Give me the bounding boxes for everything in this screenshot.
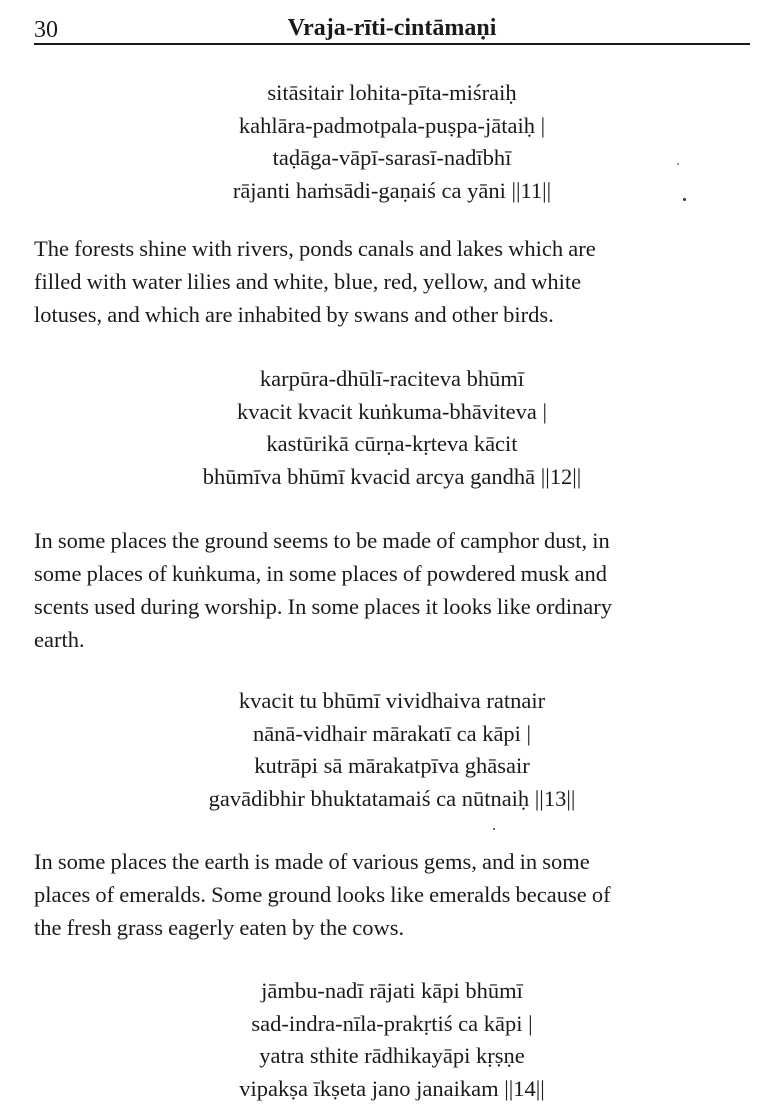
translation-11 xyxy=(34,232,750,331)
running-title: Vraja-rīti-cintāmaṇi xyxy=(287,15,497,41)
verse-line: kutrāpi sā mārakatpīva ghāsair xyxy=(254,753,530,778)
scan-speck xyxy=(677,163,679,165)
verse-14 xyxy=(34,975,750,1105)
scan-speck xyxy=(493,828,495,830)
verse-line: bhūmīva bhūmī kvacid arcya gandhā ||12|| xyxy=(202,463,582,489)
verse-line: sitāsitair lohita-pīta-miśraiḥ xyxy=(267,80,517,105)
translation-line: lotuses, and which are inhabited by swans and other birds. xyxy=(34,302,554,327)
header-rule xyxy=(34,43,750,45)
translation-line: filled with water lilies and white, blue, red, yellow, and white xyxy=(34,269,582,294)
verse-line: kastūrikā cūrṇa-kṛteva kācit xyxy=(266,431,518,456)
translation-line: places of emeralds. Some ground looks like emeralds because of xyxy=(34,882,611,907)
translation-line: scents used during worship. In some places it looks like ordinary xyxy=(34,594,613,619)
page-number: 30 xyxy=(34,17,58,43)
verse-11 xyxy=(34,77,750,207)
verse-13 xyxy=(34,685,750,815)
verse-line: taḍāga-vāpī-sarasī-nadībhī xyxy=(272,145,512,170)
verse-line: kvacit tu bhūmī vividhaiva ratnair xyxy=(238,688,546,713)
verse-line: yatra sthite rādhikayāpi kṛṣṇe xyxy=(259,1043,525,1068)
verse-line: sad-indra-nīla-prakṛtiś ca kāpi | xyxy=(251,1010,533,1036)
verse-line: kahlāra-padmotpala-puṣpa-jātaiḥ | xyxy=(238,112,546,138)
verse-line: kvacit kvacit kuṅkuma-bhāviteva | xyxy=(236,398,548,424)
translation-13 xyxy=(34,845,750,944)
translation-line: some places of kuṅkuma, in some places of powdered musk and xyxy=(34,561,607,586)
verse-line: rājanti haṁsādi-gaṇaiś ca yāni ||11|| xyxy=(232,177,552,203)
page-header xyxy=(34,10,750,44)
verse-line: jāmbu-nadī rājati kāpi bhūmī xyxy=(261,978,523,1003)
translation-line: earth. xyxy=(34,627,85,652)
verse-line: nānā-vidhair mārakatī ca kāpi | xyxy=(252,720,532,746)
scan-speck xyxy=(683,198,686,201)
verse-line: vipakṣa īkṣeta jano janaikam ||14|| xyxy=(239,1075,545,1101)
translation-line: In some places the earth is made of various gems, and in some xyxy=(34,849,590,874)
translation-line: The forests shine with rivers, ponds canals and lakes which are xyxy=(34,236,596,261)
translation-12 xyxy=(34,524,750,656)
verse-line: karpūra-dhūlī-raciteva bhūmī xyxy=(259,366,525,391)
verse-line: gavādibhir bhuktatamaiś ca nūtnaiḥ ||13|| xyxy=(208,785,576,811)
translation-line: In some places the ground seems to be made of camphor dust, in xyxy=(34,528,610,553)
translation-line: the fresh grass eagerly eaten by the cows. xyxy=(34,915,405,940)
verse-12 xyxy=(34,363,750,493)
